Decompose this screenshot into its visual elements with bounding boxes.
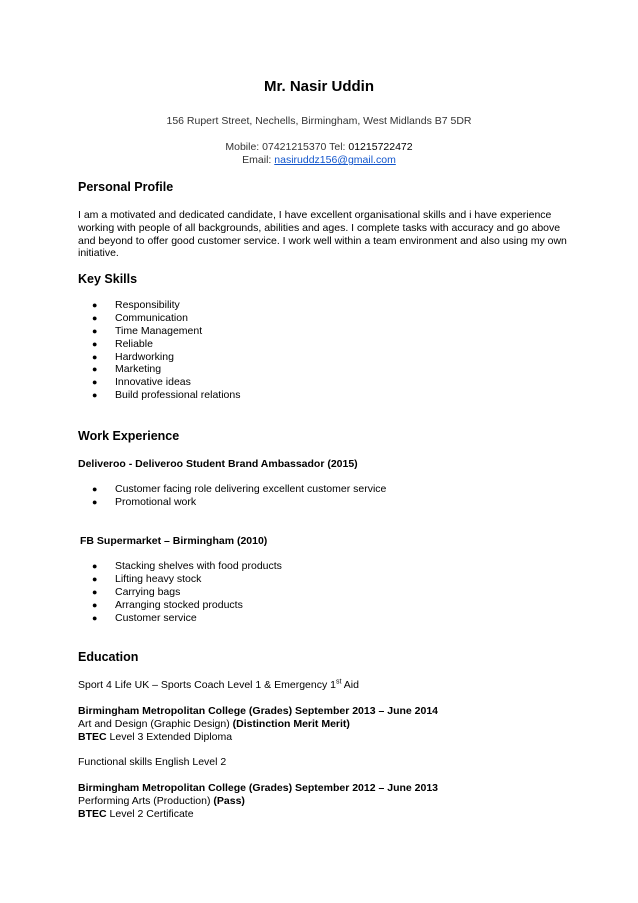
list-item: ● Responsibility [92, 299, 180, 311]
email-link[interactable]: nasiruddz156@gmail.com [274, 154, 396, 166]
education-heading: Education [78, 650, 139, 664]
list-item: ● Hardworking [92, 350, 174, 363]
list-item: ● Stacking shelves with food products [92, 560, 282, 572]
job-duties-fb [92, 560, 282, 624]
mobile-label: Mobile: 07421215370 Tel: [225, 141, 349, 153]
skills-list [92, 299, 241, 402]
college-2012-title: Birmingham Metropolitan College (Grades) September 2012 – June 2013 [78, 782, 439, 794]
email-label: Email: [242, 154, 275, 166]
email-line [0, 154, 638, 166]
list-item: ● Carrying bags [92, 585, 181, 598]
list-item: ● Lifting heavy stock [92, 572, 202, 585]
profile-text: I am a motivated and dedicated candidate, I have excellent organisational skills and i have experience working with people of all backgrounds, abilities and ages. I complete tasks with accuracy and go above and beyond to offer good customer service. I work well within a team environment and also using my own initiative. [78, 209, 567, 260]
profile-heading: Personal Profile [78, 180, 174, 194]
list-item: ● Customer facing role delivering excellent customer service [92, 483, 387, 495]
tel-number: 01215722472 [348, 141, 413, 153]
list-item: ● Innovative ideas [92, 376, 191, 389]
phone-line [0, 141, 638, 153]
candidate-name: Mr. Nasir Uddin [263, 78, 375, 95]
list-item: ● Time Management [92, 324, 203, 337]
list-item: ● Marketing [92, 363, 162, 376]
college-2013-btec: BTEC Level 3 Extended Diploma [78, 731, 233, 743]
list-item: ● Reliable [92, 337, 153, 350]
job-title-fb: FB Supermarket – Birmingham (2010) [80, 535, 268, 547]
skills-heading: Key Skills [78, 272, 138, 286]
college-2012-btec: BTEC Level 2 Certificate [78, 808, 194, 820]
list-item: ● Communication [92, 311, 188, 324]
job-duties-deliveroo [92, 483, 386, 509]
list-item: ● Build professional relations [92, 389, 241, 402]
work-heading: Work Experience [78, 429, 180, 443]
functional-skills: Functional skills English Level 2 [78, 756, 227, 768]
sport-qualification: Sport 4 Life UK – Sports Coach Level 1 & Emergency 1st Aid [78, 678, 359, 691]
list-item: ● Promotional work [92, 495, 197, 508]
list-item: ● Arranging stocked products [92, 598, 243, 611]
job-title-deliveroo: Deliveroo - Deliveroo Student Brand Ambassador (2015) [78, 458, 358, 470]
list-item: ● Customer service [92, 611, 197, 624]
college-2013-title: Birmingham Metropolitan College (Grades) September 2013 – June 2014 [78, 705, 439, 717]
address: 156 Rupert Street, Nechells, Birmingham, West Midlands B7 5DR [166, 115, 472, 127]
college-2012-course: Performing Arts (Production) (Pass) [78, 795, 245, 807]
college-2013-course: Art and Design (Graphic Design) (Distinction Merit Merit) [78, 718, 350, 730]
